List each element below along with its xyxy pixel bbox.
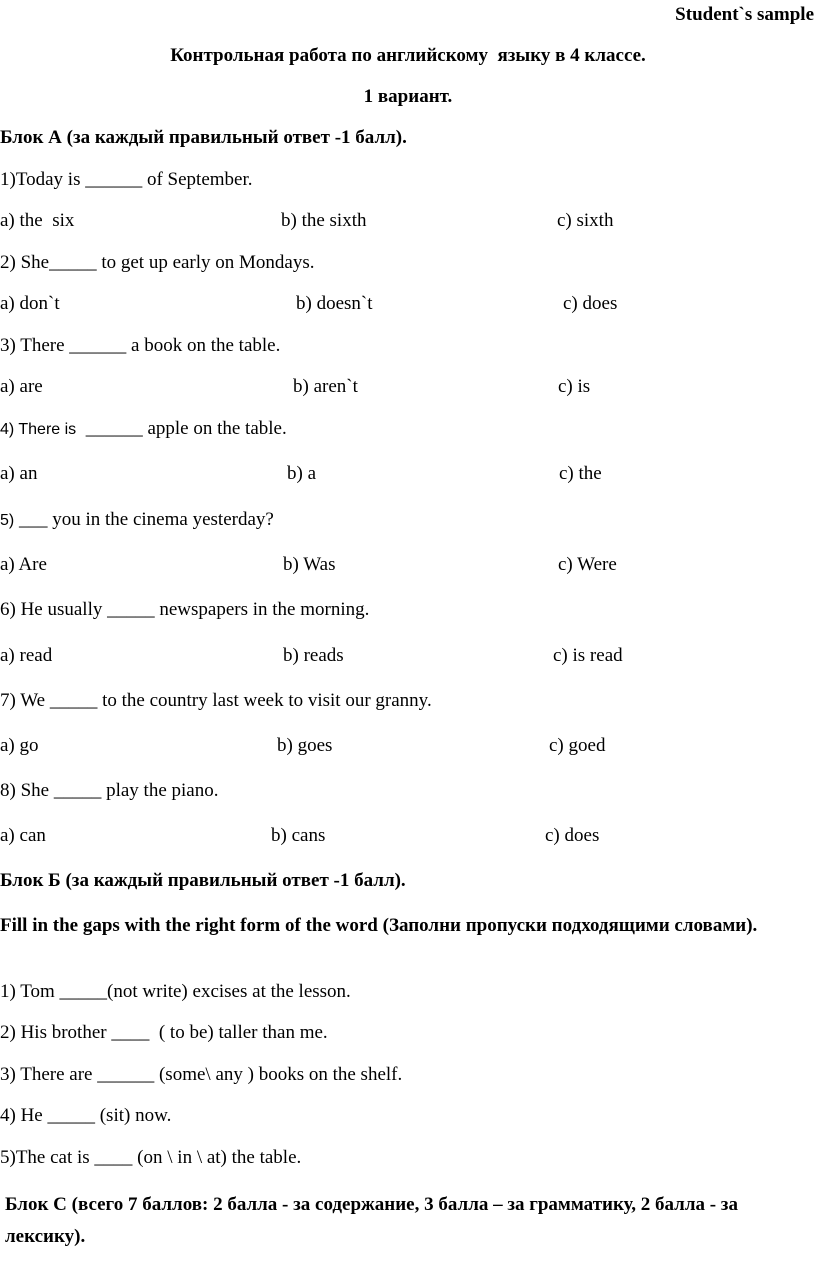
question-4-text: ______ apple on the table. — [85, 418, 287, 439]
q7-option-c[interactable]: c) goed — [549, 735, 606, 756]
student-sample-label: Student`s sample — [675, 4, 814, 25]
q2-option-b[interactable]: b) doesn`t — [296, 293, 373, 314]
q8-option-a[interactable]: a) can — [0, 825, 46, 846]
test-title: Контрольная работа по английскому языку в 4 классе. — [170, 45, 646, 66]
q5-option-b[interactable]: b) Was — [283, 554, 336, 575]
question-5 — [0, 509, 274, 532]
question-4-prefix: 4) There is — [0, 421, 77, 438]
question-5-text: ___ you in the cinema yesterday? — [18, 509, 274, 530]
question-4 — [0, 418, 287, 441]
question-5-prefix: 5) — [0, 512, 15, 529]
q2-option-a[interactable]: a) don`t — [0, 293, 60, 314]
block-b-heading: Блок Б (за каждый правильный ответ -1 балл). — [0, 870, 406, 891]
q3-option-c[interactable]: c) is — [558, 376, 591, 397]
q4-option-c[interactable]: c) the — [559, 463, 602, 484]
q1-option-b[interactable]: b) the sixth — [281, 210, 367, 231]
q1-option-c[interactable]: c) sixth — [557, 210, 614, 231]
q5-option-c[interactable]: c) Were — [558, 554, 617, 575]
question-2: 2) She_____ to get up early on Mondays. — [0, 252, 315, 273]
q6-option-b[interactable]: b) reads — [283, 645, 344, 666]
block-c-heading: Блок С (всего 7 баллов: 2 балла - за содержание, 3 балла – за грамматику, 2 балла - за лексику). — [5, 1194, 738, 1247]
q5-option-a[interactable]: a) Are — [0, 554, 47, 575]
q2-option-c[interactable]: c) does — [563, 293, 618, 314]
question-7: 7) We _____ to the country last week to visit our granny. — [0, 690, 432, 711]
gap-item-3: 3) There are ______ (some\ any ) books on the shelf. — [0, 1064, 403, 1085]
block-a-heading: Блок А (за каждый правильный ответ -1 балл). — [0, 127, 407, 148]
q6-option-c[interactable]: c) is read — [553, 645, 623, 666]
q7-option-a[interactable]: a) go — [0, 735, 39, 756]
question-8: 8) She _____ play the piano. — [0, 780, 219, 801]
question-6: 6) He usually _____ newspapers in the morning. — [0, 599, 370, 620]
question-1: 1)Today is ______ of September. — [0, 169, 253, 190]
q3-option-b[interactable]: b) aren`t — [293, 376, 358, 397]
q4-option-b[interactable]: b) a — [287, 463, 317, 484]
gap-item-1: 1) Tom _____(not write) excises at the lesson. — [0, 981, 351, 1002]
gap-item-5: 5)The cat is ____ (on \ in \ at) the table. — [0, 1147, 302, 1168]
gap-item-4: 4) He _____ (sit) now. — [0, 1105, 172, 1126]
q4-option-a[interactable]: a) an — [0, 463, 38, 484]
q3-option-a[interactable]: a) are — [0, 376, 43, 397]
q8-option-b[interactable]: b) cans — [271, 825, 326, 846]
variant-label: 1 вариант. — [363, 86, 453, 107]
gap-item-2: 2) His brother ____ ( to be) taller than me. — [0, 1022, 328, 1043]
q7-option-b[interactable]: b) goes — [277, 735, 333, 756]
q8-option-c[interactable]: c) does — [545, 825, 600, 846]
block-b-instruction: Fill in the gaps with the right form of the word (Заполни пропуски подходящими словами). — [0, 915, 758, 936]
question-3: 3) There ______ a book on the table. — [0, 335, 281, 356]
q6-option-a[interactable]: a) read — [0, 645, 53, 666]
q1-option-a[interactable]: a) the six — [0, 210, 75, 231]
